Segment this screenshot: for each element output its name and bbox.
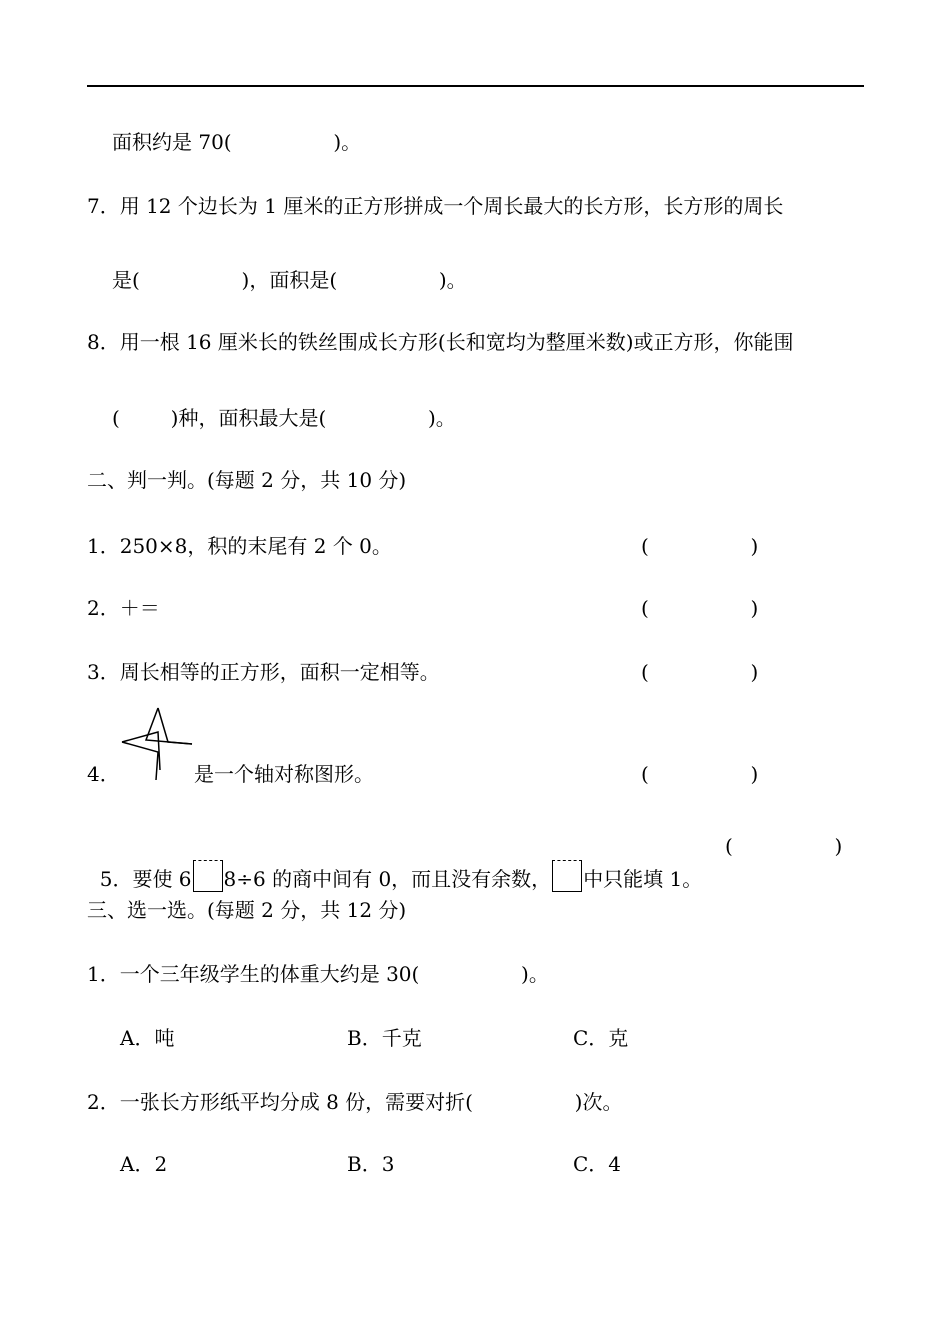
pinwheel-bottom-arm: [122, 742, 158, 780]
choose-question-1: 1．一个三年级学生的体重大约是 30( )。: [87, 962, 549, 986]
digit-box-2: [552, 860, 582, 892]
judge-section-header: 二、判一判。(每题 2 分，共 10 分): [87, 468, 407, 492]
choose-question-2: 2．一张长方形纸平均分成 8 份，需要对折( )次。: [87, 1090, 623, 1114]
judge-answer-2: ( ): [641, 596, 759, 620]
judge-question-3: 3．周长相等的正方形，面积一定相等。: [87, 660, 440, 684]
judge-question-1: 1．250×8，积的末尾有 2 个 0。: [87, 534, 392, 558]
judge-question-2: 2．＋＝: [87, 596, 160, 620]
choose-q1-option-a: A．吨: [120, 1026, 175, 1050]
choose-q2-option-b: B．3: [347, 1152, 395, 1176]
pinwheel-right-arm: [146, 708, 192, 744]
judge-question-4-text: 是一个轴对称图形。: [194, 762, 374, 786]
choose-q2-option-c: C．4: [573, 1152, 622, 1176]
choose-section-header: 三、选一选。(每题 2 分，共 12 分): [87, 898, 407, 922]
fill-question-8-blanks: ( )种，面积最大是( )。: [112, 406, 456, 430]
judge-question-5: [87, 832, 702, 893]
judge-answer-5: ( ): [725, 834, 843, 858]
judge-answer-1: ( ): [641, 534, 759, 558]
choose-q1-option-c: C．克: [573, 1026, 629, 1050]
q5-part-b: 8÷6 的商中间有 0，而且没有余数，: [223, 867, 552, 891]
choose-q2-option-a: A．2: [120, 1152, 168, 1176]
digit-box-1: [193, 860, 223, 892]
fill-question-8: 8．用一根 16 厘米长的铁丝围成长方形(长和宽均为整厘米数)或正方形，你能围: [87, 330, 794, 354]
judge-answer-3: ( ): [641, 660, 759, 684]
q5-part-c: 中只能填 1。: [583, 867, 703, 891]
fill-question-7: 7．用 12 个边长为 1 厘米的正方形拼成一个周长最大的长方形，长方形的周长: [87, 194, 784, 218]
header-rule: [87, 85, 864, 87]
pinwheel-figure: [118, 704, 198, 784]
choose-q1-option-b: B．千克: [347, 1026, 422, 1050]
pinwheel-top-arm: [158, 708, 192, 744]
fill-question-7-blanks: 是( )，面积是( )。: [112, 268, 467, 292]
judge-answer-4: ( ): [641, 762, 759, 786]
q5-part-a: 5．要使 6: [99, 867, 192, 891]
judge-question-4-number: 4．: [87, 762, 120, 786]
q6-continuation: 面积约是 70( )。: [112, 130, 362, 154]
